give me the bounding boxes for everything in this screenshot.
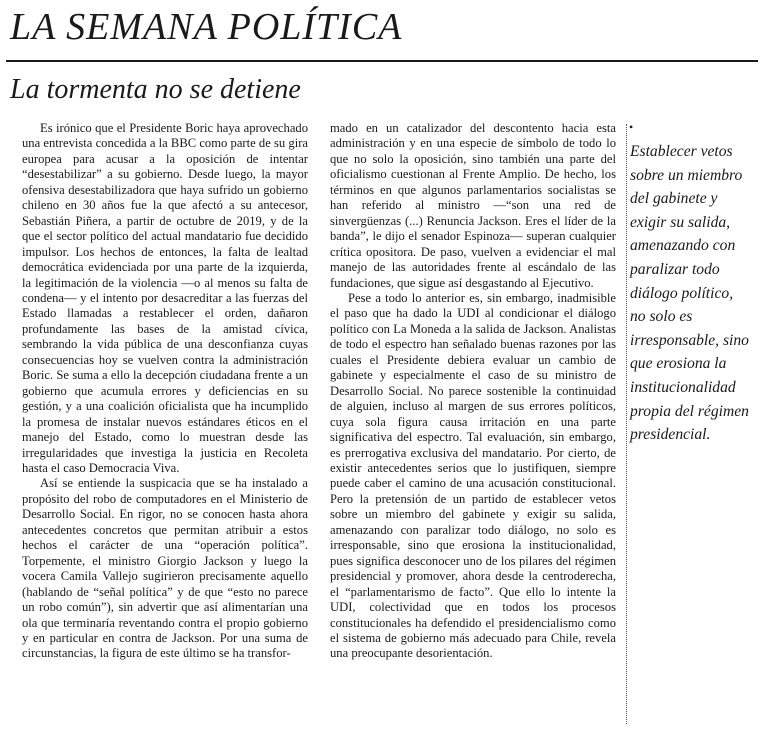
pull-quote-bullet: • [629, 120, 634, 134]
article-column-2 [330, 121, 616, 662]
article-paragraph: Es irónico que el Presidente Boric haya aprovechado una entrevista concedida a la BBC como parte de su gira europea para acusar a la oposición de intentar “desestabilizar” a su gobierno. Desde luego, la mayor ofensiva desestabilizadora que haya sufrido un gobierno chileno en 30 años fue la que afectó a su antecesor, Sebastián Piñera, a partir de octubre de 2019, y de la que el sector político del actual mandatario fue decidido impulsor. Los hechos de entonces, la falta de lealtad democrática evidenciada por una parte de la izquierda, la legitimación de la violencia —o al menos su falta de condena— y el intento por desacreditar a las fuerzas del Estado llamadas a restablecer el orden, dañaron profundamente las bases de la amistad cívica, sembrando la vida pública de una desconfianza cuyas consecuencias hoy se vuelven contra la administración Boric. Se suma a ello la decepción ciudadana frente a un gobierno que acumula errores y deficiencias en su gestión, y a una coalición oficialista que ha incumplido la promesa de instalar nuevos estándares éticos en el manejo del Estado, como lo muestran desde las irregularidades que investiga la justicia en Recoleta hasta el caso Democracia Viva. [22, 121, 308, 475]
header-rule [6, 60, 758, 62]
article-headline: La tormenta no se detiene [10, 74, 301, 105]
article-paragraph: mado en un catalizador del descontento hacia esta administración y en una especie de símbolo de todo lo que no solo la oposición, sino también una parte del oficialismo cuestionan al Frente Amplio. De hecho, los términos en que algunos parlamentarios socialistas se han referido al ministro —“son una red de sinvergüenzas (...) Renuncia Jackson. Eres el líder de la banda”, le dijo el senador Espinoza— superan cualquier crítica opositora. De paso, vuelven a evidenciar el mal manejo de las autoridades frente al escándalo de las fundaciones, que sigue así desgastando al Ejecutivo. [330, 121, 616, 290]
article-paragraph: Así se entiende la suspicacia que se ha instalado a propósito del robo de computadores en el Ministerio de Desarrollo Social. En rigor, no se conocen hasta ahora antecedentes concretos que permitan atribuir a estos hechos el carácter de una “operación política”. Torpemente, el ministro Giorgio Jackson y luego la vocera Camila Vallejo sugirieron precisamente aquello (hablando de “señal política” y de que “esto no parece un robo común”), sin advertir que así alimentarían una ola que terminaría reventando contra el propio gobierno y en particular en contra de Jackson. Por una suma de circunstancias, la figura de este último se ha transfor- [22, 476, 308, 661]
section-title: LA SEMANA POLÍTICA [10, 6, 403, 48]
pull-quote: Establecer vetos sobre un miembro del gabinete y exigir su salida, amenazando con paralizar todo diálogo político, no solo es irresponsable, sino que erosiona la institucionalidad propia del régimen presidencial. [630, 143, 749, 444]
article-paragraph: Pese a todo lo anterior es, sin embargo, inadmisible el paso que ha dado la UDI al condicionar el diálogo político con La Moneda a la salida de Jackson. Analistas de todo el espectro han señalado buenas razones por las cuales el Presidente debiera evaluar un cambio de gabinete y especialmente el caso de su ministro de Desarrollo Social. No parece sostenible la continuidad de alguien, incluso al margen de sus errores políticos, cuya sola figura causa irritación en una parte significativa del espectro. Tal evaluación, sin embargo, es prerrogativa exclusiva del mandatario. Por cierto, de existir antecedentes serios que lo justifiquen, siempre puede caber el camino de una acusación constitucional. Pero la pretensión de un partido de establecer vetos sobre un miembro del gabinete y exigir su salida, amenazando con paralizar todo diálogo, no solo es irresponsable, sino que erosiona la institucionalidad, pues significa desconocer uno de los pilares del régimen presidencial y promover, ahora desde la centroderecha, el “parlamentarismo de facto”. Que ello lo intente la UDI, colectividad que en todos los procesos constitucionales ha defendido el presidencialismo como el sistema de gobierno más adecuado para Chile, revela una preocupante desorientación. [330, 290, 616, 661]
column-divider [626, 124, 628, 724]
article-column-1 [22, 121, 308, 662]
